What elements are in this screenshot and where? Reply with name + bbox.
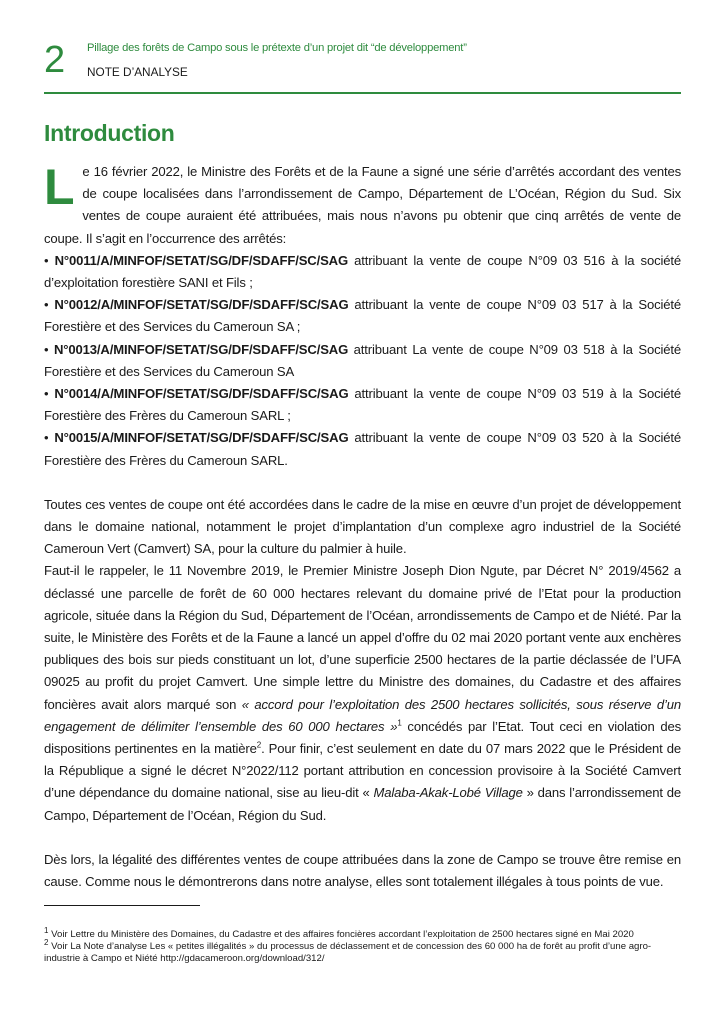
footnote-text: Voir La Note d’analyse Les « petites illégalités » du processus de déclassement et de concession des 60 000 ha de forêt au profit d’une agro-industrie à Campo et Niété http://gdacameroon.org/download/312/	[44, 941, 652, 964]
text-run: concédés par l’Etat. Tout ceci en violation des dispositions pertinentes en la matière	[44, 718, 681, 757]
footnotes	[44, 925, 681, 965]
footnote-mark: 2	[44, 938, 49, 948]
drop-cap: L	[44, 159, 75, 215]
list-item: • N°0011/A/MINFOF/SETAT/SG/DF/SDAFF/SC/SAG attribuant la vente de coupe N°09 03 516 à la société d’exploitation forestière SANI et Fils ;	[44, 252, 681, 291]
quote: « accord pour l’exploitation des 2500 hectares sollicités, sous réserve d’un engagement de délimiter l’ensemble des 60 000 hectares »	[44, 696, 681, 734]
text-run: . Pour finir, c’est seulement en date du 07 mars 2022 que le Président de la République a signé le décret N°2022/112 portant attribution en concession provisoire à la Société Camvert d’une dépendance du domaine national, sise au lieu-dit «	[44, 741, 681, 801]
place-name: Malaba-Akak-Lobé Village	[373, 785, 523, 801]
list-item-text: attribuant La vente de coupe N°09 03 518 à la Société Forestière et des Services du Cameroun SA	[44, 341, 681, 379]
page-header	[44, 38, 681, 94]
list-item: • N°0014/A/MINFOF/SETAT/SG/DF/SDAFF/SC/SAG attribuant la vente de coupe N°09 03 519 à la Société Forestière des Frères du Cameroun SARL ;	[44, 386, 681, 424]
header-divider	[44, 92, 681, 94]
running-subtitle: NOTE D’ANALYSE	[87, 65, 188, 79]
paragraph-conclusion: Dès lors, la légalité des différentes ventes de coupe attribuées dans la zone de Campo se trouve être remise en cause. Comme nous le démontrerons dans notre analyse, elles sont totalement illégales à tous points de vue.	[44, 851, 681, 890]
text-run: » dans l’arrondissement de Campo, Département de l’Océan, Région du Sud.	[44, 785, 681, 823]
decree-ref: N°0015/A/MINFOF/SETAT/SG/DF/SDAFF/SC/SAG	[54, 430, 349, 446]
footnote	[44, 938, 681, 964]
section-title: Introduction	[44, 120, 175, 146]
body-text	[44, 161, 681, 893]
list-item-text: attribuant la vente de coupe N°09 03 519 à la Société Forestière des Frères du Cameroun SARL ;	[44, 386, 681, 424]
footnote-ref: 2	[256, 740, 262, 750]
list-item: • N°0012/A/MINFOF/SETAT/SG/DF/SDAFF/SC/SAG attribuant la vente de coupe N°09 03 517 à la Société Forestière et des Services du Cameroun SA ;	[44, 297, 681, 335]
list-item: • N°0015/A/MINFOF/SETAT/SG/DF/SDAFF/SC/SAG attribuant la vente de coupe N°09 03 520 à la Société Forestière des Frères du Cameroun SARL.	[44, 430, 681, 468]
footnote-ref: 1	[397, 718, 402, 728]
page-number: 2	[44, 39, 66, 81]
footnote	[44, 925, 681, 940]
list-item-text: attribuant la vente de coupe N°09 03 517 à la Société Forestière et des Services du Cameroun SA ;	[44, 297, 681, 335]
footnote-text: Voir Lettre du Ministère des Domaines, du Cadastre et des affaires foncières accordant l’exploitation de 2500 hectares signé en Mai 2020	[48, 929, 634, 940]
intro-text: e 16 février 2022, le Ministre des Forêts et de la Faune a signé une série d’arrêtés accordant des ventes de coupe localisées dans l’arrondissement de Campo, Département de L’Océan, Région du Sud. Six ventes de coupe auraient été attribuées, mais nous n’avons pu obtenir que cinq arrêtés de vente de coupe. Il s’agit en l’occurrence des arrêtés:	[44, 164, 681, 246]
paragraph-context: Toutes ces ventes de coupe ont été accordées dans le cadre de la mise en œuvre d’un projet de développement dans le domaine national, notamment le projet d’implantation d’un complexe agro industriel de la Société Cameroun Vert (Camvert) SA, pour la culture du palmier à huile.	[44, 496, 681, 557]
decree-ref: N°0014/A/MINFOF/SETAT/SG/DF/SDAFF/SC/SAG	[54, 386, 349, 402]
list-item-text: attribuant la vente de coupe N°09 03 516 à la société d’exploitation forestière SANI et Fils ;	[44, 252, 681, 291]
running-title: Pillage des forêts de Campo sous le prétexte d’un projet dit “de développement”	[87, 42, 467, 54]
paragraph-history	[44, 560, 681, 826]
decree-ref: N°0013/A/MINFOF/SETAT/SG/DF/SDAFF/SC/SAG	[54, 341, 349, 357]
text-run: Faut-il le rappeler, le 11 Novembre 2019, le Premier Ministre Joseph Dion Ngute, par Décret N° 2019/4562 a déclassé une parcelle de forêt de 60 000 hectares relevant du domaine privé de l’Etat pour la production agricole, située dans la Région du Sud, Département de l’Océan, arrondissements de Campo et de Niété. Par la suite, le Ministère des Forêts et de la Faune a lancé un appel d’offre du 02 mai 2020 portant vente aux enchères publiques des bois sur pieds constituant un lot, d’une superficie 2500 hectares de la partie déclassée de l’UFA 09025 au profit du projet Camvert. Une simple lettre du Ministre des domaines, du Cadastre et des affaires foncières avait alors marqué son	[44, 563, 681, 712]
intro-paragraph	[44, 161, 681, 250]
list-item: • N°0013/A/MINFOF/SETAT/SG/DF/SDAFF/SC/SAG attribuant La vente de coupe N°09 03 518 à la Société Forestière et des Services du Cameroun SA	[44, 341, 681, 379]
decree-ref: N°0011/A/MINFOF/SETAT/SG/DF/SDAFF/SC/SAG	[54, 252, 348, 268]
footnote-mark: 1	[44, 925, 49, 935]
decree-ref: N°0012/A/MINFOF/SETAT/SG/DF/SDAFF/SC/SAG	[54, 297, 349, 313]
list-item-text: attribuant la vente de coupe N°09 03 520 à la Société Forestière des Frères du Cameroun SARL.	[44, 430, 681, 468]
footnote-divider	[44, 905, 200, 906]
